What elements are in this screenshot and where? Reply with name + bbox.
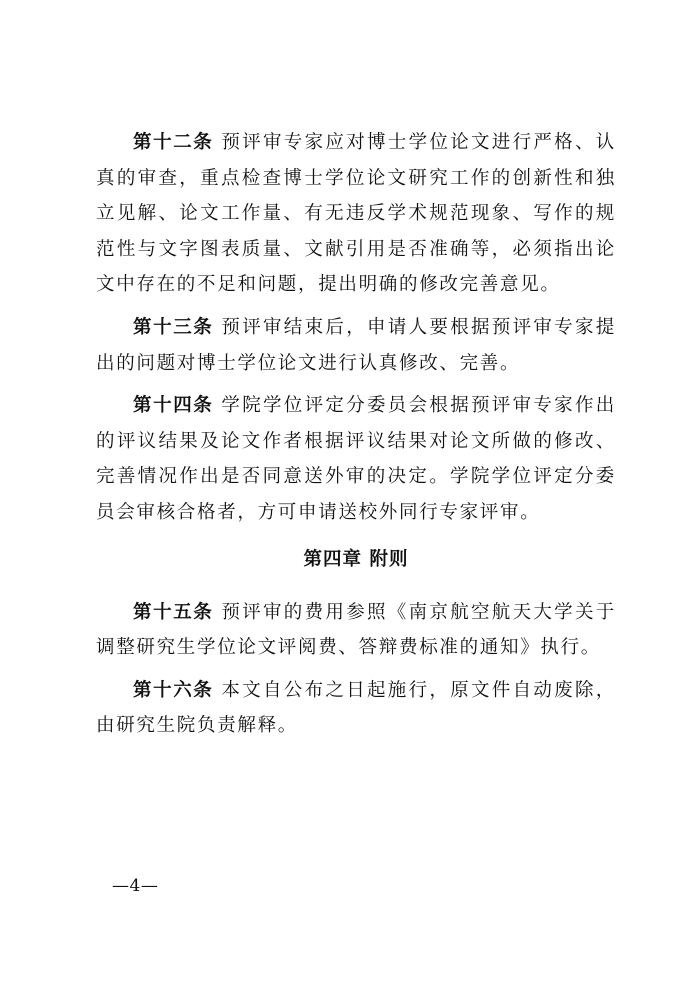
article-number: 第十三条 xyxy=(133,316,214,338)
article-number: 第十五条 xyxy=(133,601,214,623)
article-12 xyxy=(96,125,616,303)
article-text: 预评审的费用参照《南京航空航天大学关于调整研究生学位论文评阅费、答辩费标准的通知》执行。 xyxy=(96,601,616,659)
article-number: 第十六条 xyxy=(133,679,214,701)
document-body xyxy=(96,125,616,751)
article-text: 本文自公布之日起施行，原文件自动废除，由研究生院负责解释。 xyxy=(96,679,616,737)
article-number: 第十四条 xyxy=(133,395,214,417)
article-text: 预评审专家应对博士学位论文进行严格、认真的审查，重点检查博士学位论文研究工作的创新性和独立见解、论文工作量、有无违反学术规范现象、写作的规范性与文字图表质量、文献引用是否准确等，必须指出论文中存在的不足和问题，提出明确的修改完善意见。 xyxy=(96,132,616,296)
article-14 xyxy=(96,388,616,530)
chapter-title: 第四章 附则 xyxy=(303,548,409,570)
page-number: —4— xyxy=(112,876,159,896)
article-text: 预评审结束后，申请人要根据预评审专家提出的问题对博士学位论文进行认真修改、完善。 xyxy=(96,316,616,374)
article-13 xyxy=(96,310,616,381)
article-16 xyxy=(96,673,616,744)
article-15 xyxy=(96,595,616,666)
article-number: 第十二条 xyxy=(133,132,214,153)
article-text: 学院学位评定分委员会根据预评审专家作出的评议结果及论文作者根据评议结果对论文所做的修改、完善情况作出是否同意送外审的决定。学院学位评定分委员会审核合格者，方可申请送校外同行专家评审。 xyxy=(96,395,616,523)
